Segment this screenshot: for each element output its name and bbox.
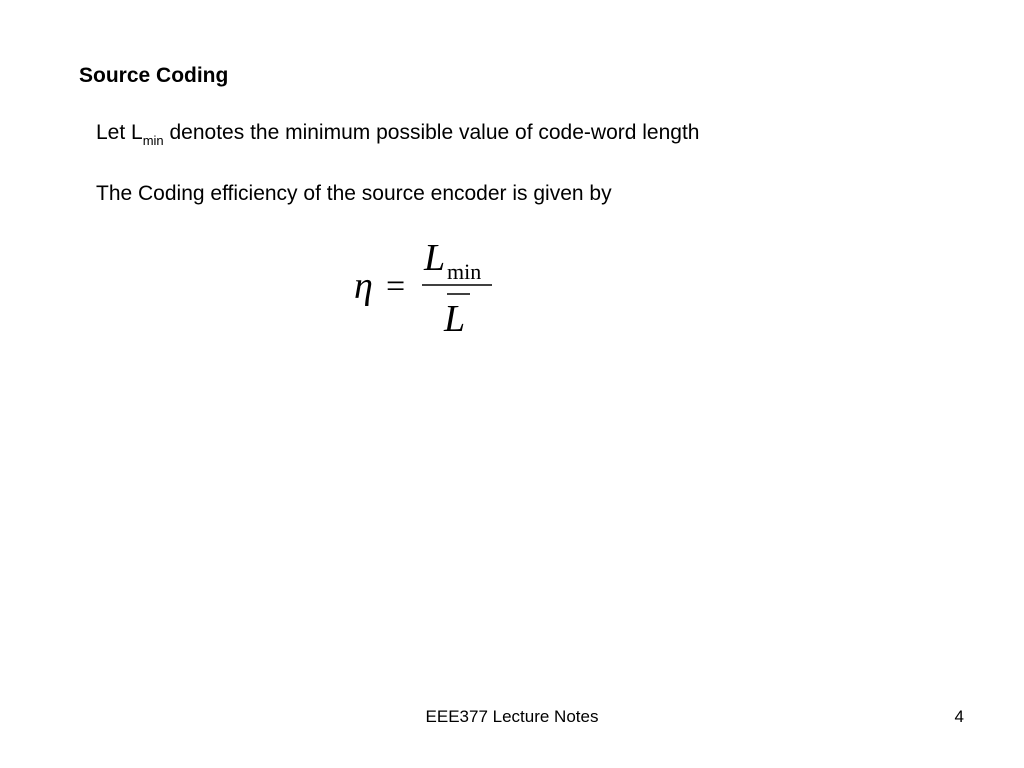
body-line-lmin-definition (96, 119, 699, 149)
denominator-l-bar-symbol: L (444, 298, 466, 340)
lmin-subscript-text: min (142, 133, 164, 148)
eta-symbol: η (354, 265, 373, 307)
numerator-l-symbol: L (424, 237, 446, 279)
lmin-prefix-text: Let L (96, 121, 143, 144)
lmin-suffix-text: denotes the minimum possible value of code-word length (163, 121, 700, 144)
efficiency-equation (340, 228, 520, 348)
footer-lecture-notes: EEE377 Lecture Notes (425, 707, 599, 726)
equals-sign: = (386, 268, 406, 305)
body-line-efficiency: The Coding efficiency of the source encoder is given by (96, 182, 612, 205)
page-number: 4 (954, 707, 964, 726)
slide-title: Source Coding (79, 64, 229, 87)
numerator-min-subscript: min (447, 259, 482, 284)
